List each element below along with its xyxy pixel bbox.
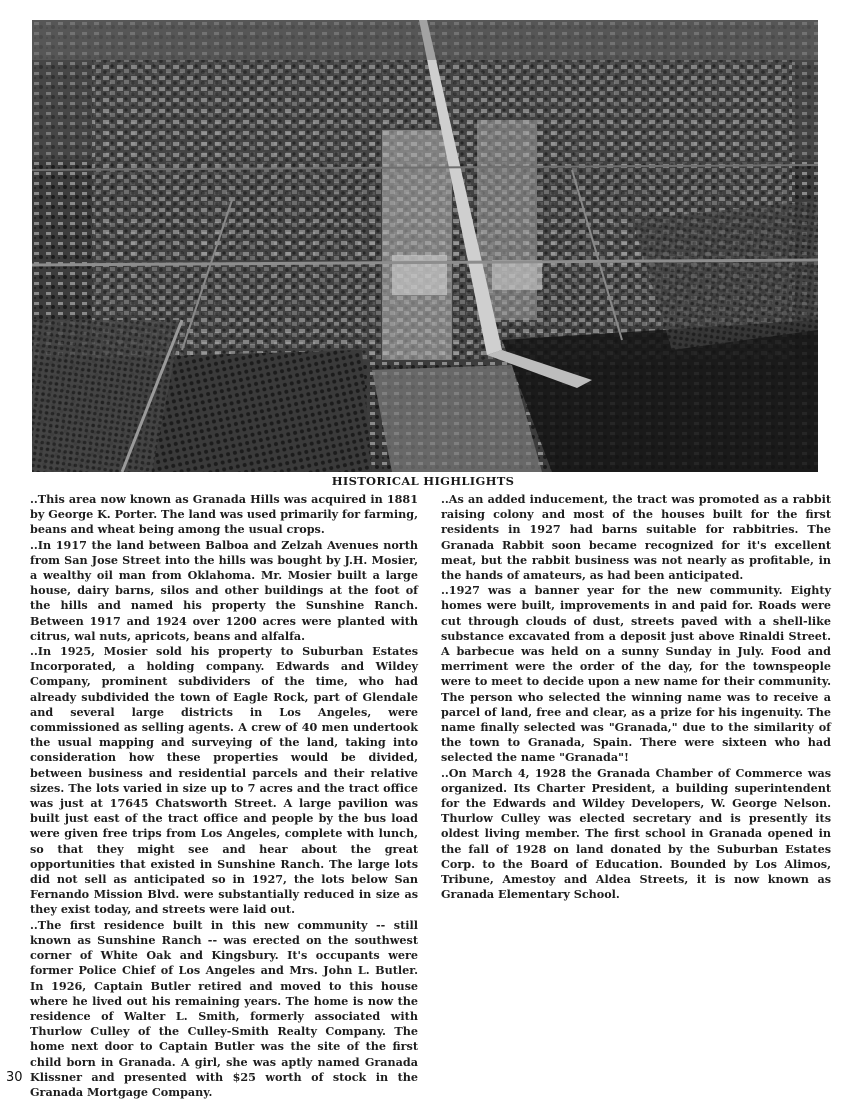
page-number: 30	[6, 1070, 23, 1085]
paragraph: ..On March 4, 1928 the Granada Chamber of Commerce was organized. Its Charter President, a building superintendent for the Edwards and Wildey Developers, W. George Nelson. Thurlow Culley was elected secretary and is presently its oldest living member. The first school in Granada opened in the fall of 1928 on land donated by the Suburban Estates Corp. to the Board of Education. Bounded by Los Alimos, Tribune, Amestoy and Aldea Streets, it is now known as Granada Elementary School.	[441, 765, 831, 902]
paragraph: ..1927 was a banner year for the new community. Eighty homes were built, improvements in and paid for. Roads were cut through clouds of dust, streets paved with a shell-like substance excavated from a deposit just above Rinaldi Street. A barbecue was held on a sunny Sunday in July. Food and merriment were the order of the day, for the townspeople were to meet to decide upon a new name for their community. The person who selected the winning name was to receive a parcel of land, free and clear, as a prize for his ingenuity. The name finally selected was "Granada," due to the similarity of the town to Granada, Spain. There were sixteen who had selected the name "Granada"!	[441, 583, 831, 765]
section-heading: HISTORICAL HIGHLIGHTS	[331, 474, 515, 488]
left-column	[30, 492, 418, 1100]
paragraph: ..This area now known as Granada Hills was acquired in 1881 by George K. Porter. The land was used primarily for farming, beans and wheat being among the usual crops.	[30, 492, 418, 537]
paragraph: ..In 1917 the land between Balboa and Zelzah Avenues north from San Jose Street into the hills was bought by J.H. Mosier, a wealthy oil man from Oklahoma. Mr. Mosier built a large house, dairy barns, silos and other buildings at the foot of the hills and named his property the Sunshine Ranch. Between 1917 and 1924 over 1200 acres were planted with citrus, wal nuts, apricots, beans and alfalfa.	[30, 537, 418, 643]
paragraph: ..As an added inducement, the tract was promoted as a rabbit raising colony and most of the houses built for the first residents in 1927 had barns suitable for rabbitries. The Granada Rabbit soon became recognized for it's excellent meat, but the rabbit business was not nearly as profitable, in the hands of amateurs, as had been anticipated.	[441, 492, 831, 583]
paragraph: ..The first residence built in this new community -- still known as Sunshine Ranch -- was erected on the southwest corner of White Oak and Kingsbury. It's occupants were former Police Chief of Los Angeles and Mrs. John L. Butler. In 1926, Captain Butler retired and moved to this house where he lived out his remaining years. The home is now the residence of Walter L. Smith, formerly associated with Thurlow Culley of the Culley-Smith Realty Company. The home next door to Captain Butler was the site of the first child born in Granada. A girl, she was aptly named Granada Klissner and presented with $25 worth of stock in the Granada Mortgage Company.	[30, 917, 418, 1099]
right-column	[441, 492, 831, 902]
aerial-photograph	[32, 20, 818, 472]
paragraph: ..In 1925, Mosier sold his property to Suburban Estates Incorporated, a holding company. Edwards and Wildey Company, prominent subdividers of the time, who had already subdivided the town of Eagle Rock, part of Glendale and several large districts in Los Angeles, were commissioned as selling agents. A crew of 40 men undertook the usual mapping and surveying of the land, taking into consideration how these properties would be divided, between business and residential parcels and their relative sizes. The lots varied in size up to 7 acres and the tract office was just at 17645 Chatsworth Street. A large pavilion was built just east of the tract office and people by the bus load were given free trips from Los Angeles, complete with lunch, so that they might see and hear about the great opportunities that existed in Sunshine Ranch. The large lots did not sell as anticipated so in 1927, the lots below San Fernando Mission Blvd. were substantially reduced in size as they exist today, and streets were laid out.	[30, 644, 418, 917]
